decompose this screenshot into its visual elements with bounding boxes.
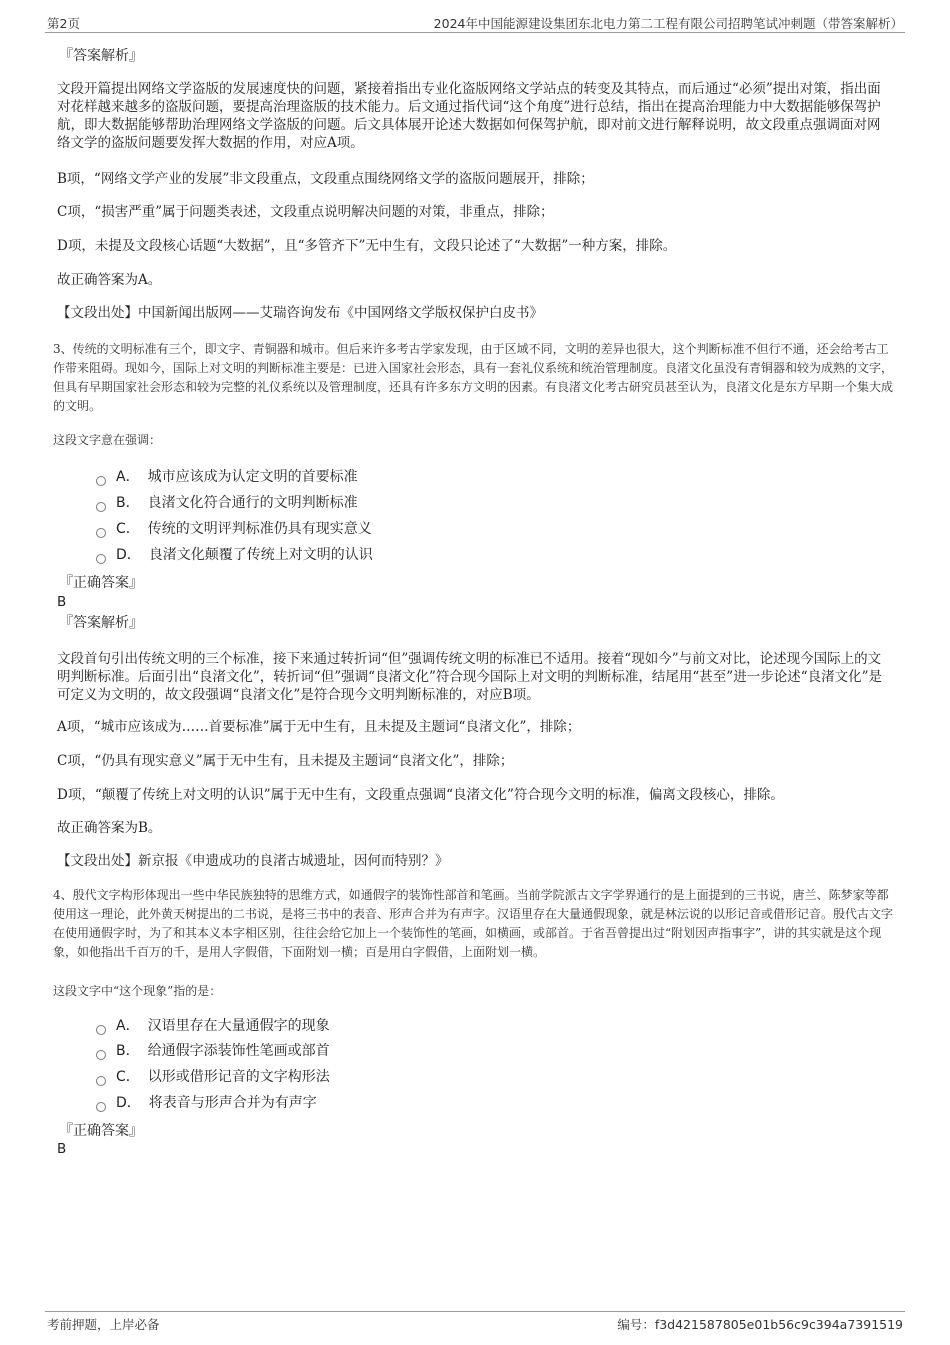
option-text: 将表音与形声合并为有声字	[148, 1095, 317, 1111]
document-id: 编号：f3d421587805e01b56c9c394a7391519	[617, 1317, 903, 1332]
analysis-option-b: B项，“网络文学产业的发展”非文段重点，文段重点围绕网络文学的盗版问题展开，排除；	[57, 171, 594, 187]
correct-answer: B	[57, 594, 67, 610]
answer-label: 『正确答案』	[59, 575, 143, 591]
page-header	[45, 12, 905, 33]
option-letter: A．	[116, 469, 140, 485]
option-letter: A．	[116, 1018, 140, 1034]
option-letter: C．	[116, 521, 140, 537]
question-4-option-d[interactable]	[96, 1094, 317, 1112]
analysis-option-d: D项，未提及文段核心话题“大数据”，且“多管齐下”无中生有，文段只论述了“大数据”一种方案，排除。	[57, 238, 677, 254]
analysis-option-c: C项，“仍具有现实意义”属于无中生有，且未提及主题词“良渚文化”，排除；	[57, 753, 514, 769]
question-3-option-b[interactable]	[96, 494, 358, 512]
radio-circle-icon[interactable]	[96, 1025, 106, 1035]
radio-circle-icon[interactable]	[96, 476, 106, 486]
option-text: 良渚文化符合通行的文明判断标准	[147, 495, 358, 511]
analysis-option-d: D项，“颠覆了传统上对文明的认识”属于无中生有，文段重点强调“良渚文化”符合现今文明的标准，偏离文段核心，排除。	[57, 787, 784, 803]
option-letter: D．	[116, 547, 141, 563]
question-3-prompt: 这段文字意在强调：	[53, 433, 162, 447]
footer-slogan: 考前押题，上岸必备	[47, 1317, 160, 1332]
option-text: 汉语里存在大量通假字的现象	[147, 1018, 330, 1034]
question-4-stem: 4、殷代文字构形体现出一些中华民族独特的思维方式，如通假字的装饰性部首和笔画。当前学院派古文字学界通行的是上面提到的三书说，唐兰、陈梦家等都使用这一理论，此外黄天树提出的二书说，是将三书中的表音、形声合并为有声字。汉语里存在大量通假现象，就是林沄说的以形记音或借形记音。殷代古文字在使用通假字时，为了和其本义本字相区别，往往会给它加上一个装饰性的笔画，如横画，或部首。于省吾曾提出过“附划因声指事字”，讲的其实就是这个现象，如他指出千百万的千，是用人字假借，下面附划一横；百是用白字假借，上面附划一横。	[53, 888, 894, 959]
option-letter: C．	[116, 1069, 140, 1085]
conclusion: 故正确答案为A。	[57, 272, 162, 288]
radio-circle-icon[interactable]	[96, 1076, 106, 1086]
analysis-paragraph: 文段开篇提出网络文学盗版的发展速度快的问题，紧接着指出专业化盗版网络文学站点的转变及其特点，而后通过“必须”提出对策，指出面对花样越来越多的盗版问题，要提高治理盗版的技术能力。后文通过指代词“这个角度”进行总结，指出在提高治理能力中大数据能够保驾护航，即大数据能够帮助治理网络文学盗版的问题。后文具体展开论述大数据如何保驾护航，即对前文进行解释说明，故文段重点强调面对网络文学的盗版问题要发挥大数据的作用，对应A项。	[57, 81, 881, 151]
question-4-prompt: 这段文字中“这个现象”指的是：	[53, 984, 222, 998]
document-title: 2024年中国能源建设集团东北电力第二工程有限公司招聘笔试冲刺题（带答案解析）	[433, 16, 903, 31]
question-4-option-a[interactable]	[96, 1017, 330, 1035]
analysis-option-c: C项，“损害严重”属于问题类表述，文段重点说明解决问题的对策，非重点，排除；	[57, 204, 554, 220]
analysis-paragraph: 文段首句引出传统文明的三个标准，接下来通过转折词“但”强调传统文明的标准已不适用。接着“现如今”与前文对比，论述现今国际上的文明判断标准。后面引出“良渚文化”，转折词“但”强调“良渚文化”符合现今国际上对文明的判断标准，结尾用“甚至”进一步论述“良渚文化”是可定义为文明的，故文段强调“良渚文化”是符合现今文明判断标准的，对应B项。	[57, 651, 883, 703]
page-footer	[45, 1311, 905, 1336]
analysis-label: 『答案解析』	[59, 48, 143, 64]
question-4-option-b[interactable]	[96, 1042, 330, 1060]
option-text: 给通假字添装饰性笔画或部首	[147, 1043, 330, 1059]
answer-label: 『正确答案』	[59, 1123, 143, 1139]
radio-circle-icon[interactable]	[96, 502, 106, 512]
option-text: 城市应该成为认定文明的首要标准	[147, 469, 358, 485]
page-number: 第2页	[47, 16, 80, 31]
option-text: 以形或借形记音的文字构形法	[147, 1069, 330, 1085]
radio-circle-icon[interactable]	[96, 1102, 106, 1112]
question-3-option-c[interactable]	[96, 520, 372, 538]
analysis-label: 『答案解析』	[59, 615, 143, 631]
analysis-option-a: A项，“城市应该成为……首要标准”属于无中生有，且未提及主题词“良渚文化”，排除；	[57, 719, 581, 735]
option-text: 良渚文化颠覆了传统上对文明的认识	[148, 547, 373, 563]
question-3-option-a[interactable]	[96, 468, 358, 486]
radio-circle-icon[interactable]	[96, 1050, 106, 1060]
correct-answer: B	[57, 1141, 67, 1157]
option-letter: D．	[116, 1095, 141, 1111]
source-citation: 【文段出处】中国新闻出版网——艾瑞咨询发布《中国网络文学版权保护白皮书》	[57, 305, 543, 321]
question-3-stem: 3、传统的文明标准有三个，即文字、青铜器和城市。但后来许多考古学家发现，由于区域不同，文明的差异也很大，这个判断标准不但行不通，还会给考古工作带来阻碍。现如今，国际上对文明的判断标准主要是：已进入国家社会形态，具有一套礼仪系统和统治管理制度。良渚文化虽没有青铜器和较为成熟的文字，但具有早期国家社会形态和较为完整的礼仪系统以及管理制度，还具有许多东方文明的因素。有良渚文化考古研究员甚至认为，良渚文化是东方早期一个集大成的文明。	[53, 342, 894, 413]
option-letter: B．	[116, 1043, 140, 1059]
option-text: 传统的文明评判标准仍具有现实意义	[147, 521, 372, 537]
question-4-option-c[interactable]	[96, 1068, 330, 1086]
conclusion: 故正确答案为B。	[57, 820, 162, 836]
radio-circle-icon[interactable]	[96, 554, 106, 564]
radio-circle-icon[interactable]	[96, 528, 106, 538]
question-3-option-d[interactable]	[96, 546, 373, 564]
source-citation: 【文段出处】新京报《申遗成功的良渚古城遗址，因何而特别？》	[57, 853, 449, 869]
option-letter: B．	[116, 495, 140, 511]
